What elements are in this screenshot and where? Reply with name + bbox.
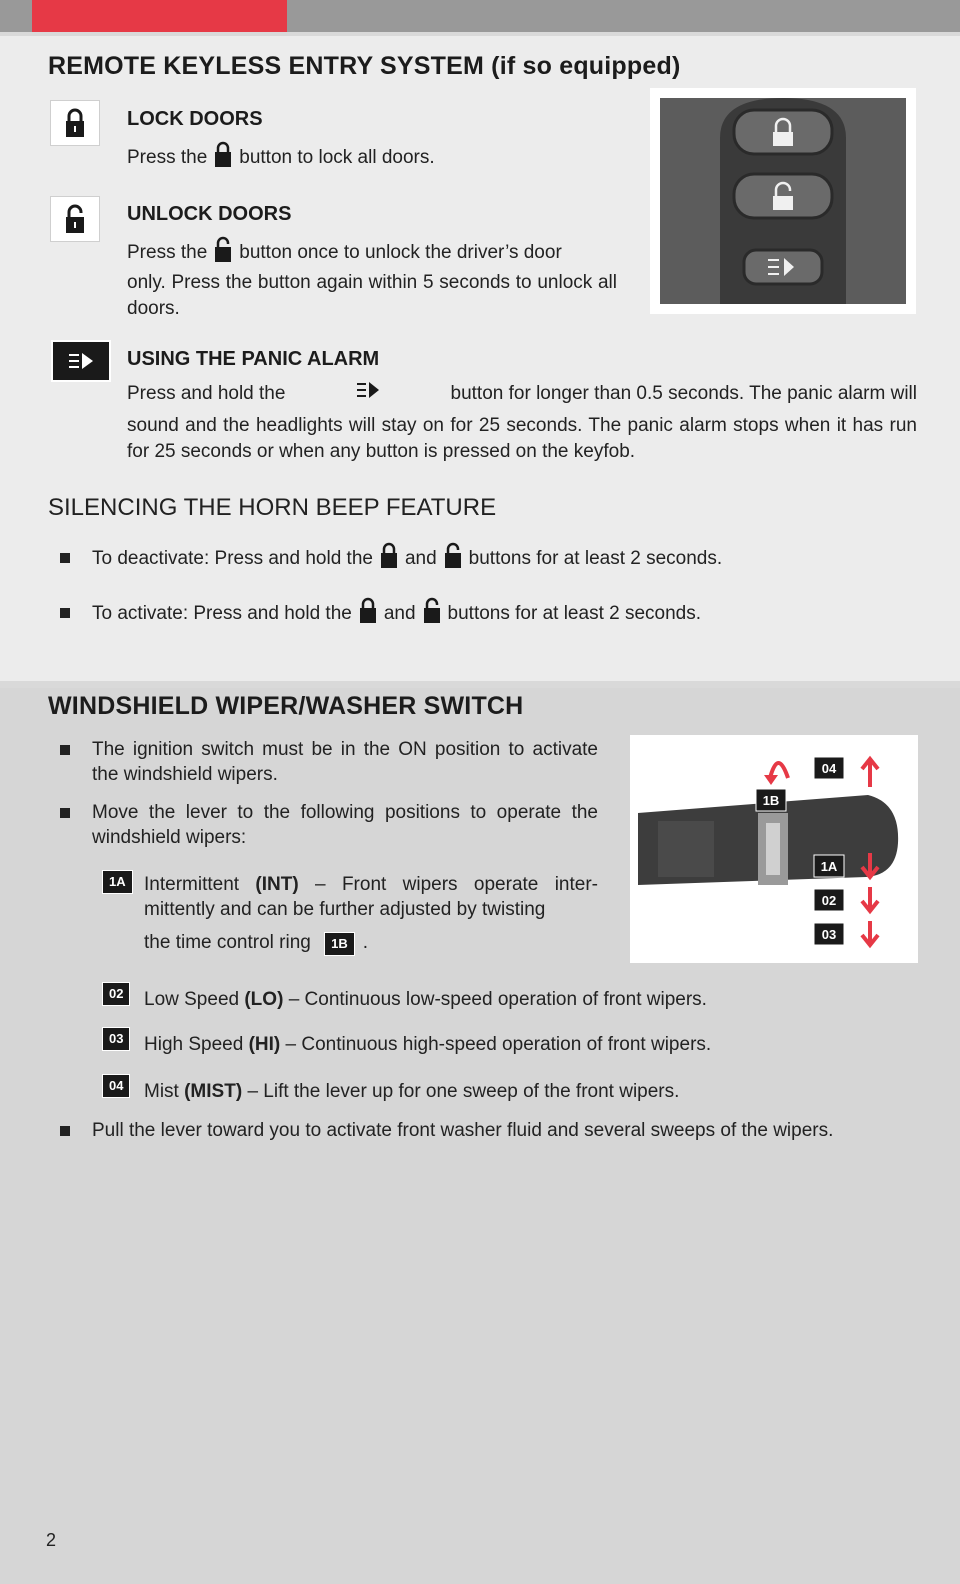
unlock-doors-line1 [127,235,617,271]
buttons-text: buttons for at least 2 seconds. [468,548,723,570]
badge-1a: 1A [102,870,133,894]
page-number: 2 [46,1530,57,1550]
activate-text: To activate: Press and hold the [92,603,352,625]
panic-icon [51,340,111,382]
unlock-inline-icon [443,541,463,577]
bullet [60,608,70,618]
bullet [60,808,70,818]
badge-1b: 1B [324,932,355,956]
lock-text-after: button to lock all doors. [239,147,435,169]
unlock-doors-line2: only. Press the button again within 5 seconds to unlock all doors. [127,272,617,319]
diagram-label-04: 04 [821,761,837,776]
panic-heading: USING THE PANIC ALARM [127,348,380,370]
top-bar [0,0,960,32]
lock-inline-icon [358,596,378,632]
section-title-keyless: REMOTE KEYLESS ENTRY SYSTEM (if so equipped) [48,52,681,80]
diagram-label-1b: 1B [762,793,780,808]
mist-description [144,1079,924,1105]
bullet [60,553,70,563]
lo-text: – Continuous low-speed operation of front wipers. [288,989,707,1010]
mist-label: Mist [144,1081,179,1102]
int-period: . [362,932,369,953]
badge-03: 03 [102,1027,130,1051]
int-bold: (INT) [255,874,299,895]
int-text: – Front wipers operate inter-mittently and can be further adjusted by twisting [144,874,598,920]
diagram-label-1a: 1A [820,859,838,874]
hi-label: High Speed [144,1034,244,1055]
wiper-bullet-3: Pull the lever toward you to activate front washer fluid and several sweeps of the wipers. [92,1120,834,1141]
hi-bold: (HI) [248,1034,281,1055]
accent-bar [32,0,287,32]
lo-label: Low Speed [144,989,240,1010]
unlock-doors-heading: UNLOCK DOORS [127,203,292,225]
lock-text-before: Press the [127,147,208,169]
lock-inline-icon [379,541,399,577]
and-text: and [383,603,416,625]
bullet [60,745,70,755]
lo-description [144,987,924,1013]
horn-deactivate [92,541,922,577]
keyfob-image [650,88,916,314]
unlock-text-before: Press the [127,242,208,264]
unlock-icon [50,196,100,242]
wiper-lever-diagram [638,743,910,955]
panic-inline-icon [355,380,381,408]
wiper-bullet-1: The ignition switch must be in the ON position to activate the windshield wipers. [92,739,598,785]
badge-04: 04 [102,1074,130,1098]
mist-text: – Lift the lever up for one sweep of the front wipers. [247,1081,680,1102]
and-text: and [404,548,437,570]
hi-description [144,1032,924,1058]
horn-activate [92,596,922,632]
diagram-label-02: 02 [821,893,837,908]
wiper-bullet-2: Move the lever to the following positions to operate the windshield wipers: [92,802,598,848]
horn-heading: SILENCING THE HORN BEEP FEATURE [48,494,497,521]
lock-inline-icon [213,140,233,176]
diagram-label-03: 03 [821,927,837,942]
hi-text: – Continuous high-speed operation of front wipers. [285,1034,712,1055]
lock-doors-text [127,140,607,176]
mist-bold: (MIST) [184,1081,243,1102]
int-description [144,872,598,922]
panic-line1 [127,380,917,408]
section-title-wiper: WINDSHIELD WIPER/WASHER SWITCH [48,692,524,720]
int-line3-text: the time control ring [144,932,311,953]
panic-line2: sound and the headlights will stay on for 25 seconds. The panic alarm stops when it has run for 25 seconds or when any button is pressed on the keyfob. [127,415,917,462]
int-label: Intermittent [144,874,240,895]
bullet [60,1126,70,1136]
unlock-inline-icon [213,235,233,271]
buttons-text: buttons for at least 2 seconds. [447,603,702,625]
keyfob-photo [660,98,906,304]
unlock-inline-icon [422,596,442,632]
badge-02: 02 [102,982,130,1006]
int-line3 [144,930,368,956]
lock-icon [50,100,100,146]
panic-text-after: button for longer than 0.5 seconds. The panic alarm will [450,383,917,404]
unlock-text-after: button once to unlock the driver’s door [239,242,562,264]
panic-text-before: Press and hold the [127,383,286,404]
lock-doors-heading: LOCK DOORS [127,108,263,130]
deactivate-text: To deactivate: Press and hold the [92,548,373,570]
lo-bold: (LO) [244,989,284,1010]
wiper-lever-image [630,735,918,963]
